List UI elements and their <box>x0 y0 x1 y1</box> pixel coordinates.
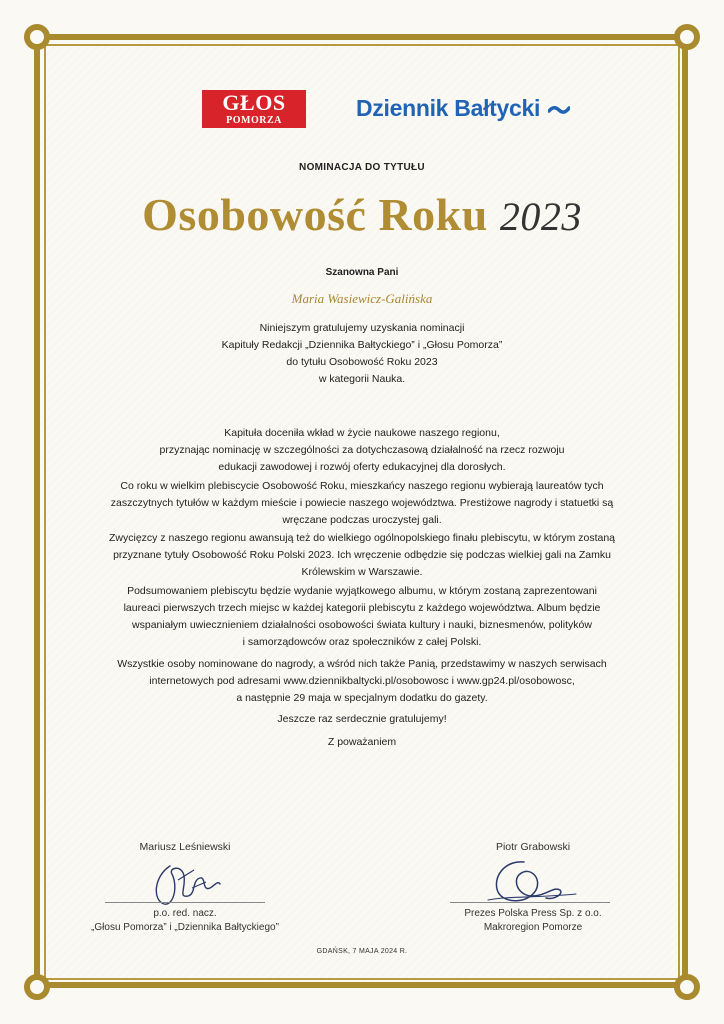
left-signatory-title <box>70 907 300 935</box>
paragraph-national-final <box>0 530 724 581</box>
text-line: Kapituły Redakcji „Dziennika Bałtyckiego” i „Głosu Pomorza” <box>221 339 503 351</box>
text-line: zaszczytnych tytułów w każdym mieście i powiecie naszego województwa. Prestiżowe nagrody i statuetki są <box>110 497 614 509</box>
paragraph-justification <box>0 425 724 476</box>
congratulations-line: Jeszcze raz serdecznie gratulujemy! <box>277 713 447 725</box>
text-line: do tytułu Osobowość Roku 2023 <box>286 356 438 368</box>
title-line: Makroregion Pomorze <box>483 922 583 933</box>
text-line: edukacji zawodowej i rozwój oferty edukacyjnej dla dorosłych. <box>218 461 506 473</box>
left-signature-line <box>105 902 265 903</box>
corner-ornament-top-left <box>24 24 50 50</box>
text-line: przyznane tytuły Osobowość Roku Polski 2023. Ich wręczenie odbędzie się podczas wielkiej gali na Zamku <box>113 549 611 561</box>
text-line: Kapituła doceniła wkład w życie naukowe naszego regionu, <box>224 427 500 439</box>
text-line: a następnie 29 maja w specjalnym dodatku do gazety. <box>236 692 488 704</box>
award-title <box>0 188 724 241</box>
paragraph-nomination <box>0 320 724 388</box>
right-signature-line <box>450 902 610 903</box>
text-line: Niniejszym gratulujemy uzyskania nominacji <box>259 322 465 334</box>
text-line: laureaci pierwszych trzech miejsc w każdej kategorii plebiscytu z każdego województwa. Album będzie <box>123 602 601 614</box>
corner-ornament-bottom-left <box>24 974 50 1000</box>
glos-pomorza-logo <box>202 90 306 128</box>
corner-ornament-top-right <box>674 24 700 50</box>
text-line: Wszystkie osoby nominowane do nagrody, a wśród nich także Panią, przedstawimy w naszych serwisach <box>117 658 607 670</box>
text-line: przyznając nominację w szczególności za dotychczasową działalność na rzecz rozwoju <box>159 444 565 456</box>
glos-logo-line2: POMORZA <box>226 115 282 126</box>
title-line: „Głosu Pomorza” i „Dziennika Bałtyckiego” <box>91 922 279 933</box>
text-line: Królewskim w Warszawie. <box>301 566 423 578</box>
paragraph-plebiscite <box>0 478 724 529</box>
recipient-name: Maria Wasiewicz-Galińska <box>291 291 433 306</box>
text-line: internetowych pod adresami www.dziennikbaltycki.pl/osobowosc i www.gp24.pl/osobowosc, <box>149 675 575 687</box>
text-line: Podsumowaniem plebiscytu będzie wydanie wyjątkowego albumu, w którym zostaną zaprezentowani <box>127 585 597 597</box>
text-line: wręczane podczas uroczystej gali. <box>282 514 442 526</box>
wave-icon <box>548 104 570 116</box>
paragraph-album <box>0 583 724 651</box>
place-and-date: GDAŃSK, 7 MAJA 2024 R. <box>316 948 408 955</box>
right-signatory-title <box>418 907 648 935</box>
text-line: Zwycięzcy z naszego regionu awansują też do wielkiego ogólnopolskiego finału plebiscytu, w którym zostaną <box>108 532 616 544</box>
right-signatory-name: Piotr Grabowski <box>495 841 571 853</box>
corner-ornament-bottom-right <box>674 974 700 1000</box>
award-year: 2023 <box>499 194 582 239</box>
glos-logo-line1: GŁOS <box>222 90 286 115</box>
nomination-heading: NOMINACJA DO TYTUŁU <box>299 162 425 173</box>
paragraph-websites <box>0 656 724 707</box>
salutation: Szanowna Pani <box>325 267 399 278</box>
title-line: p.o. red. nacz. <box>153 908 217 919</box>
left-signatory-name: Mariusz Leśniewski <box>139 841 231 853</box>
title-line: Prezes Polska Press Sp. z o.o. <box>464 908 602 919</box>
closing-line: Z poważaniem <box>327 736 397 748</box>
text-line: w kategorii Nauka. <box>318 373 406 385</box>
text-line: Co roku w wielkim plebiscycie Osobowość Roku, mieszkańcy naszego regionu wybierają laureatów tych <box>120 480 604 492</box>
award-title-text: Osobowość Roku <box>142 189 488 240</box>
dziennik-baltycki-logo <box>356 95 586 125</box>
dziennik-logo-text: Dziennik Bałtycki <box>356 95 541 121</box>
text-line: i samorządowców oraz społeczników z całej Polski. <box>242 636 482 648</box>
text-line: wspaniałym uwiecznieniem działalności osobowości świata kultury i nauki, biznesmenów, polityków <box>132 619 592 631</box>
